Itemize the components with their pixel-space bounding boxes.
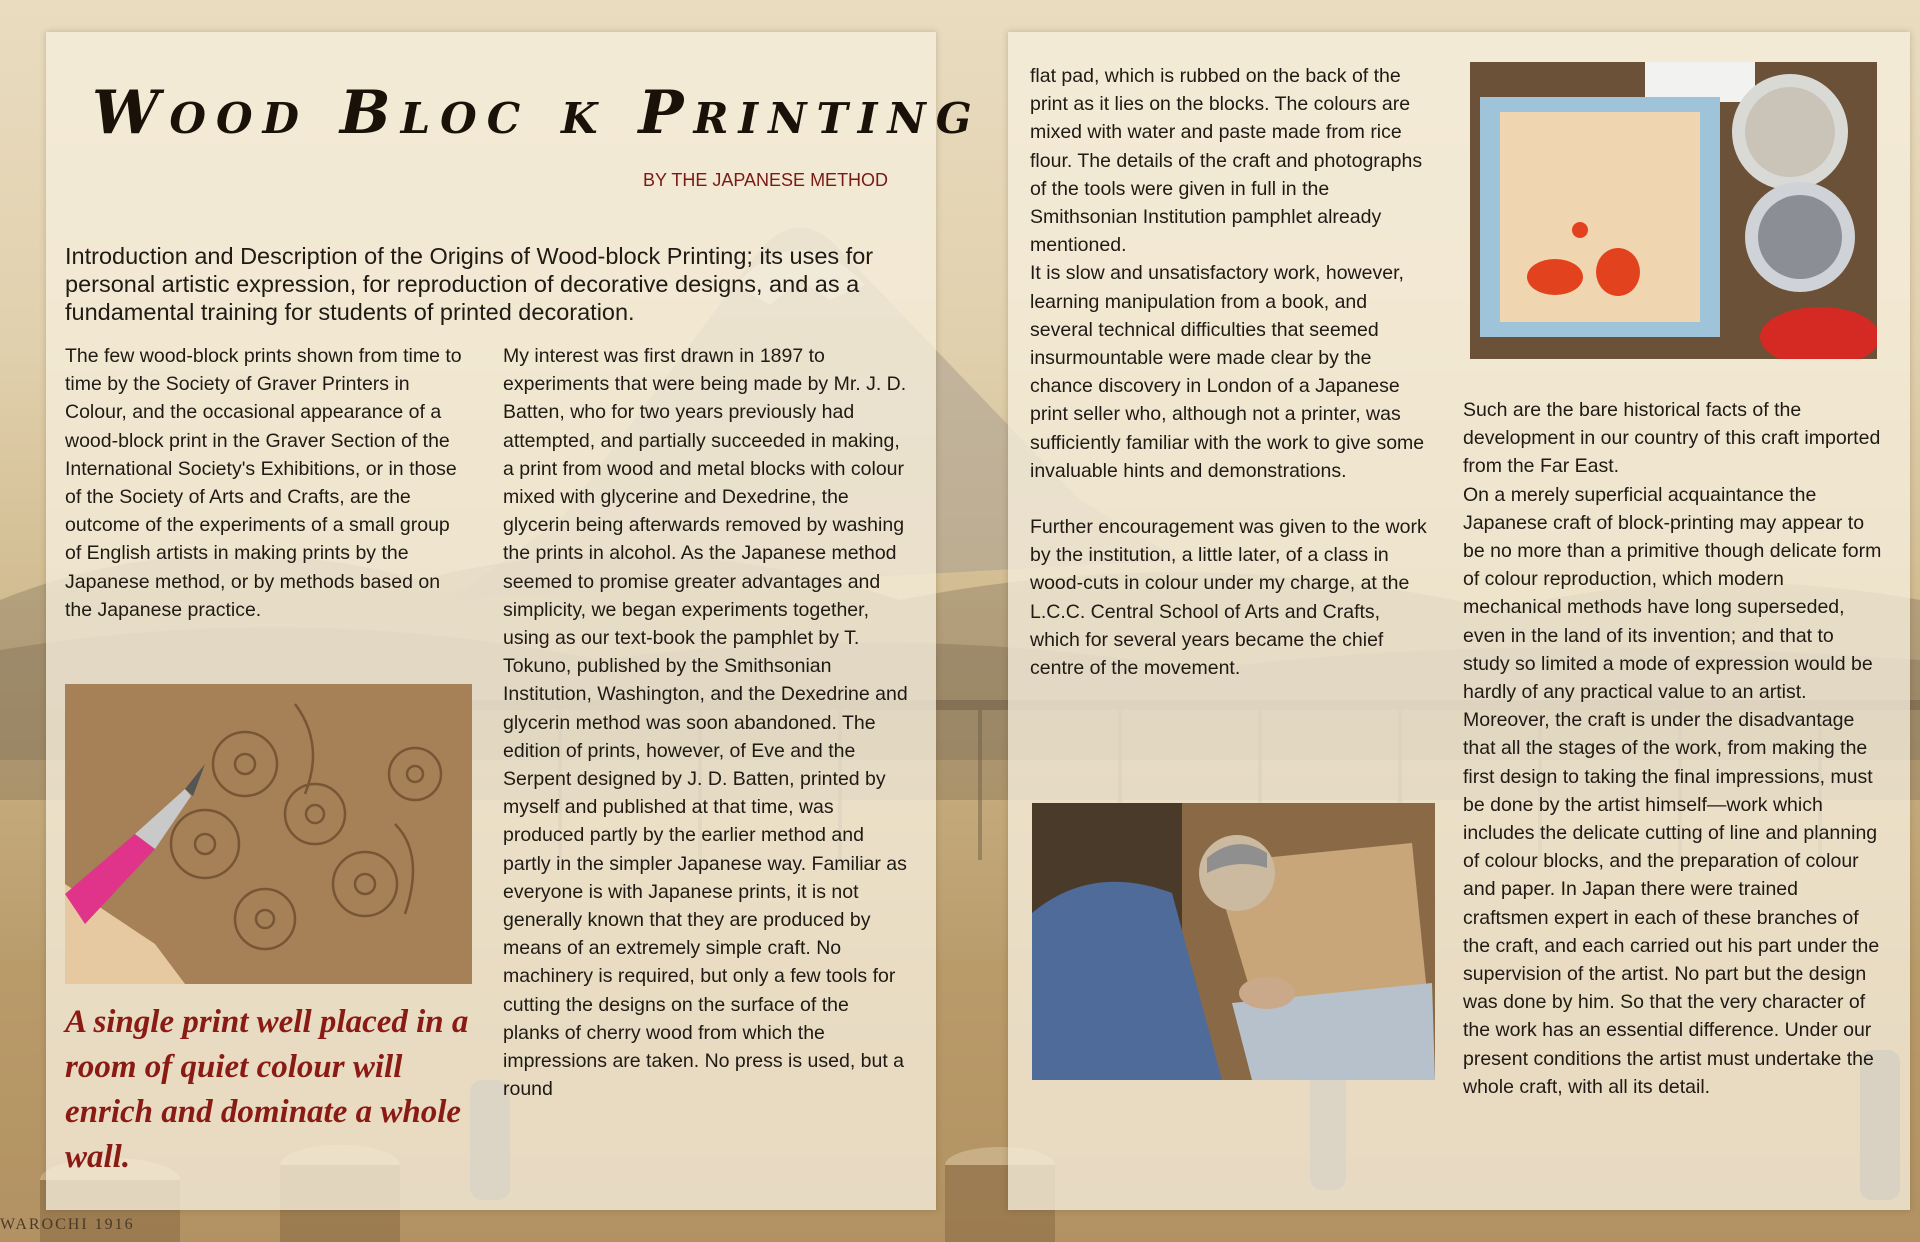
paragraph: On a merely superficial acquaintance the Japanese craft of block-printing may appear to be no more than a primitive though delicate form of colour reproduction, which modern mechanical methods have long superseded, even in the land of its invention; and that to study so limited a mode of expression would be hardly of any practical value to an artist. Moreover, the craft is under the disadvantage that all the stages of the work, from making the first design to taking the final impressions, must be done by the artist himself—work which includes the delicate cutting of line and planning of colour blocks, and the preparation of colour and paper. In Japan there were trained craftsmen expert in each of these branches of the craft, and each carried out his part under the supervision of the artist. No part but the design was done by him. So that the very character of the work has an essential difference. Under our present conditions the artist must undertake the whole craft, with all its detail. <box>1463 483 1882 1098</box>
paragraph: Further encouragement was given to the work by the institution, a little later, of a class in wood-cuts in colour under my charge, at the L.C.C. Central School of Arts and Crafts, which for several years became the chief centre of the movement. <box>1030 516 1427 680</box>
text-column-3 <box>1030 62 1435 682</box>
printing-desk-photo <box>1470 62 1877 359</box>
paragraph: flat pad, which is rubbed on the back of the print as it lies on the blocks. The colours are mixed with water and paste made from rice flour. The details of the craft and photographs of the tools were given in full in the Smithsonian Institution pamphlet already mentioned. <box>1030 65 1423 257</box>
carver-photo <box>1032 803 1435 1080</box>
pull-quote: A single print well placed in a room of quiet colour will enrich and dominate a whole wall. <box>65 1004 469 1175</box>
article-intro: Introduction and Description of the Origins of Wood-block Printing; its uses for personal artistic expression, for reproduction of decorative designs, and as a fundamental training for students of printed decoration. <box>65 243 874 325</box>
paragraph: Such are the bare historical facts of the development in our country of this craft imported from the Far East. <box>1463 399 1881 478</box>
article-title: Wood Bloc k Printing <box>92 78 982 148</box>
text-column-1 <box>65 342 470 624</box>
paragraph: It is slow and unsatisfactory work, however, learning manipulation from a book, and several technical difficulties that seemed insurmountable were made clear by the chance discovery in London of a Japanese print seller who, although not a printer, was sufficiently familiar with the work to give some invaluable hints and demonstrations. <box>1030 262 1425 482</box>
text-column-2 <box>503 342 908 1103</box>
carved-block-photo <box>65 684 472 984</box>
text-column-4 <box>1463 396 1883 1101</box>
paragraph: My interest was first drawn in 1897 to experiments that were being made by Mr. J. D. Batten, who for two years previously had attempted, and partially succeeded in making, a print from wood and metal blocks with colour mixed with glycerine and Dexedrine, the glycerin being afterwards removed by washing the prints in alcohol. As the Japanese method seemed to promise greater advantages and simplicity, we began experiments together, using as our text-book the pamphlet by T. Tokuno, published by the Smithsonian Institution, Washington, and the Dexedrine and glycerin method was soon abandoned. The edition of prints, however, of Eve and the Serpent designed by J. D. Batten, printed by myself and published at that time, was produced partly by the earlier method and partly in the simpler Japanese way. Familiar as everyone is with Japanese prints, it is not generally known that they are produced by means of an extremely simple craft. No machinery is required, but only a few tools for cutting the designs on the surface of the planks of cherry wood from which the impressions are taken. No press is used, but a round <box>503 345 908 1101</box>
article-subtitle: BY THE JAPANESE METHOD <box>643 170 889 190</box>
paragraph: The few wood-block prints shown from time to time by the Society of Graver Printers in Colour, and the occasional appearance of a wood-block print in the Graver Section of the International Society's Exhibitions, or in those of the Society of Arts and Crafts, are the outcome of the experiments of a small group of English artists in making prints by the Japanese method, or by methods based on the Japanese practice. <box>65 345 462 621</box>
background-signature: WAROCHI 1916 <box>0 1216 135 1233</box>
